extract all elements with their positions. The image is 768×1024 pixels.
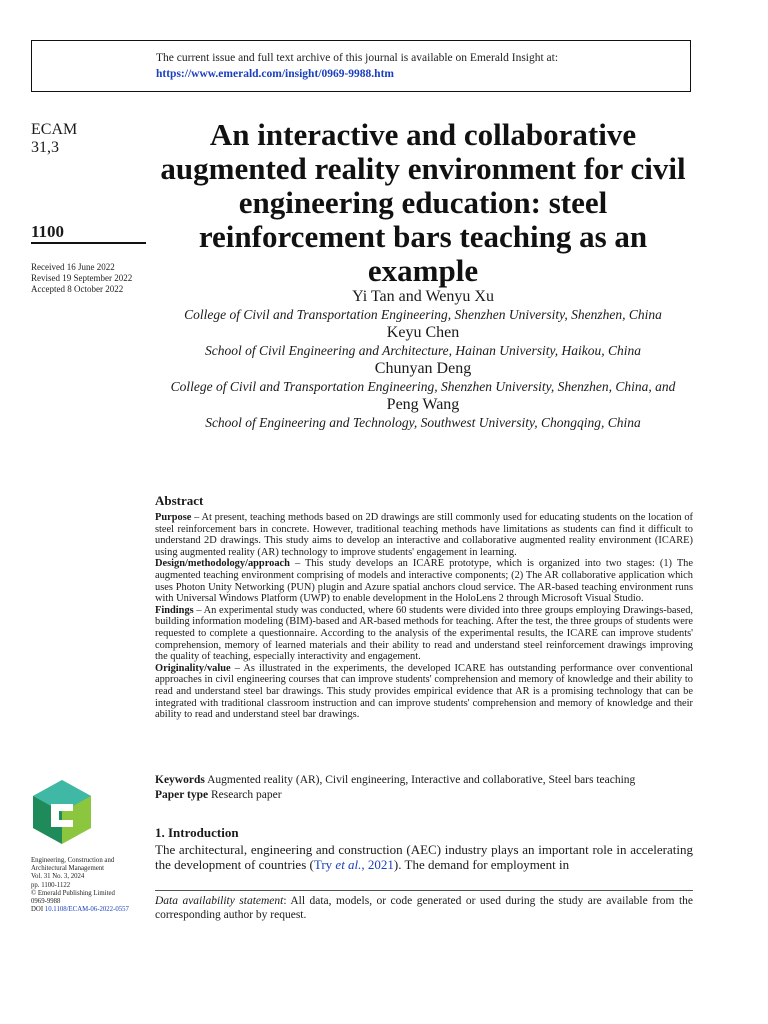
abstract-originality — [155, 663, 693, 721]
keywords-label: Keywords — [155, 774, 205, 786]
doi-link[interactable]: 10.1108/ECAM-06-2022-0557 — [44, 906, 129, 914]
journal-url-link[interactable]: https://www.emerald.com/insight/0969-9988.htm — [156, 68, 394, 80]
paper-type — [155, 788, 693, 803]
citation-author[interactable]: Try — [313, 857, 336, 872]
paper-type-text: Research paper — [208, 789, 282, 801]
received-date: Received 16 June 2022 — [31, 262, 115, 272]
doi-label: DOI — [31, 906, 44, 914]
paper-type-label: Paper type — [155, 789, 209, 801]
paper-title: An interactive and collaborative augmented reality environment for civil engineering education: steel reinforcement bars teaching as an example — [160, 117, 686, 288]
footnote-label: Data availability statement — [155, 895, 284, 907]
abstract-section — [155, 494, 693, 721]
journal-info-line: Engineering, Construction and — [31, 857, 115, 864]
banner-text: The current issue and full text archive of this journal is available on Emerald Insight at: — [156, 52, 559, 64]
footnote-divider — [155, 890, 693, 891]
abstract-heading: Abstract — [155, 493, 204, 508]
abstract-design — [155, 558, 693, 604]
journal-logo-icon — [31, 778, 93, 846]
abstract-originality-label: Originality/value — [155, 662, 231, 674]
keywords — [155, 773, 693, 788]
keywords-section — [155, 773, 693, 803]
sidebar-divider — [31, 242, 146, 244]
journal-info-line: Vol. 31 No. 3, 2024 — [31, 873, 85, 881]
abstract-design-text: – This study develops an ICARE prototype, which is organized into two stages: (1) The augmented teaching environment comprising of models and interactive components; (2) The AR collaborative application which uses Photon Unity Networking (PUN) plugin and Azure spatial anchors cloud service. The AR-based teaching environment runs with Universal Windows Platform (UWP) to enable development in the HoloLens 2 through Microsoft Visual Studio. — [155, 558, 693, 605]
journal-info-line: Architectural Management — [31, 865, 105, 873]
data-availability-footnote — [155, 895, 693, 922]
author-affiliation: College of Civil and Transportation Engineering, Shenzhen University, Shenzhen, China, and — [170, 379, 676, 394]
citation-link[interactable] — [314, 857, 394, 872]
journal-info-line: 0969-9988 — [31, 898, 61, 906]
journal-info-line: pp. 1100-1122 — [31, 881, 71, 889]
abstract-purpose-label: Purpose — [155, 512, 192, 523]
abstract-findings-text: – An experimental study was conducted, where 60 students were divided into three groups employing Drawings-based, building information modeling (BIM)-based and AR-based methods for teaching. After the test, the three groups of students were requested to complete a questionnaire. According to the analysis of the experimental results, the ICARE can improve students' comprehension, memory of learned materials and their ability to read and understand steel reinforcement drawings improving the quality of teaching, especially interactivity and engagement. — [155, 604, 693, 663]
abstract-design-label: Design/methodology/approach — [155, 558, 290, 570]
journal-banner — [31, 40, 691, 92]
author-affiliation: School of Civil Engineering and Architecture, Hainan University, Haikou, China — [205, 343, 641, 358]
introduction-heading: 1. Introduction — [155, 825, 239, 840]
author-name: Peng Wang — [386, 396, 460, 413]
intro-text: ). The demand for employment in — [393, 857, 570, 872]
page-number: 1100 — [31, 222, 65, 241]
author-affiliation: College of Civil and Transportation Engineering, Shenzhen University, Shenzhen, China — [184, 307, 662, 322]
journal-code: ECAM 31,3 — [31, 121, 78, 156]
author-list — [150, 287, 696, 431]
revised-date: Revised 19 September 2022 — [31, 273, 133, 283]
keywords-text: Augmented reality (AR), Civil engineering, Interactive and collaborative, Steel bars teaching — [204, 774, 636, 786]
citation-etal[interactable]: et al. — [335, 857, 362, 872]
footnote-text: : All data, models, or code generated or used during the study are available from the corresponding author by request. — [155, 895, 694, 921]
author-name: Yi Tan and Wenyu Xu — [352, 288, 494, 305]
abstract-findings-label: Findings — [155, 604, 194, 616]
abstract-originality-text: – As illustrated in the experiments, the developed ICARE has outstanding performance over conventional approaches in civil engineering courses that can improve students' comprehension and memory of knowledge and their ability to read and understand steel bar drawings. This study provides empirical evidence that AR is a promising technology that can be integrated with traditional classroom instruction and can improve students' comprehension and memory of knowledge and their ability to read and understand steel bar drawings. — [155, 662, 693, 721]
abstract-purpose-text: – At present, teaching methods based on 2D drawings are still commonly used for educating students on the location of steel reinforcement bars in concrete. However, traditional teaching methods have limitations as students can find it difficult to understand 2D drawings. This study aims to develop an interactive and collaborative augmented reality environment (ICARE) using augmented reality (AR) technology to improve students' engagement in learning. — [155, 512, 693, 558]
accepted-date: Accepted 8 October 2022 — [31, 284, 124, 294]
journal-info-line: © Emerald Publishing Limited — [31, 889, 115, 897]
introduction-section — [155, 825, 693, 872]
abstract-findings — [155, 605, 693, 663]
author-name: Keyu Chen — [386, 324, 460, 341]
citation-year[interactable]: , 2021 — [361, 857, 394, 872]
journal-info — [31, 857, 151, 914]
introduction-paragraph — [155, 842, 693, 872]
author-affiliation: School of Engineering and Technology, Southwest University, Chongqing, China — [205, 415, 641, 430]
abstract-purpose — [155, 512, 693, 558]
doi-line — [31, 906, 151, 914]
submission-dates — [31, 262, 132, 295]
author-name: Chunyan Deng — [374, 360, 472, 377]
intro-text: The architectural, engineering and construction (AEC) industry plays an important role in accelerating the development of countries ( — [155, 842, 693, 872]
